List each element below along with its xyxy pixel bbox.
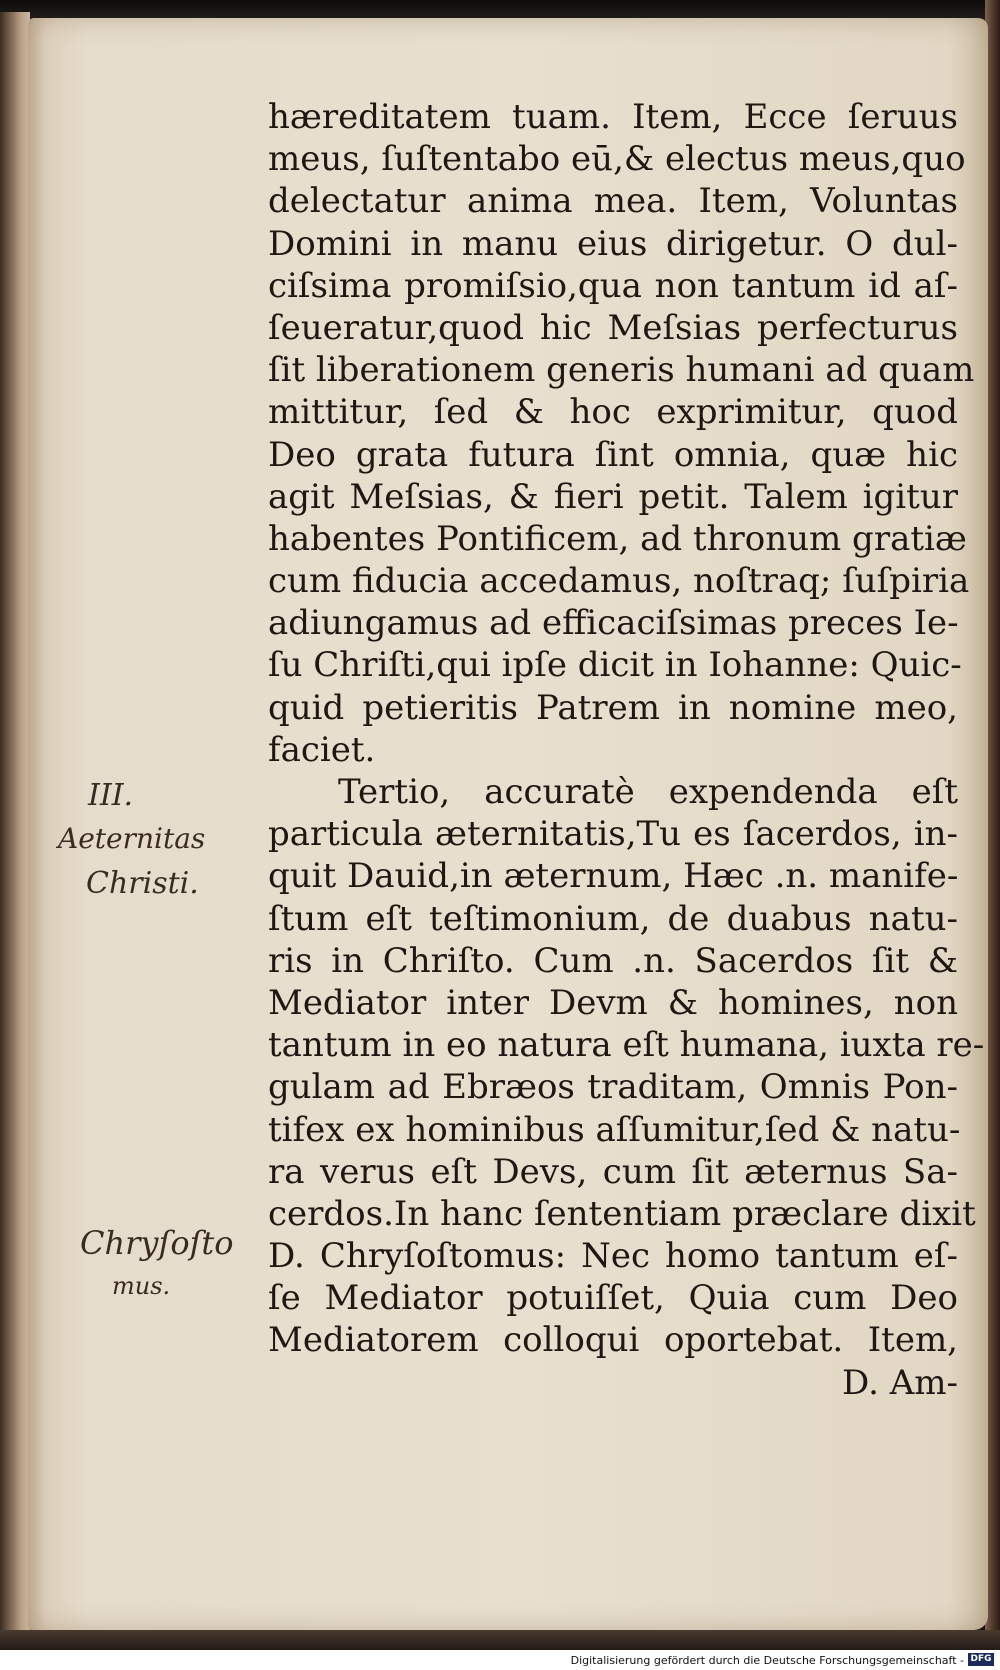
margin-note-number: III. [88, 778, 134, 813]
text-line: delectatur anima mea. Item, Voluntas [268, 181, 958, 222]
text-line: Mediatorem colloqui oportebat. Item, [268, 1320, 958, 1361]
text-line: gulam ad Ebræos traditam, Omnis Pon- [268, 1067, 958, 1108]
text-line: ſtum eſt teſtimonium, de duabus natu- [268, 898, 958, 939]
text-line: ciſsima promiſsio,qua non tantum id aſ- [268, 265, 958, 306]
text-line: ris in Chriſto. Cum .n. Sacerdos ſit & [268, 940, 958, 981]
margin-note-aeternitas: Aeternitas [58, 822, 206, 855]
text-line: hæreditatem tuam. Item, Ecce ſeruus [268, 97, 958, 137]
text-line: quid petieritis Patrem in nomine meo, [268, 687, 958, 728]
text-line: ſe Mediator potuiſſet, Quia cum Deo [268, 1278, 958, 1319]
text-line: mittitur, ſed & hoc exprimitur, quod [268, 392, 958, 433]
text-line: cerdos.In hanc ſententiam præclare dixit [268, 1193, 976, 1234]
text-line: Domini in manu eius dirigetur. O dul- [268, 223, 958, 264]
text-line: particula æternitatis,Tu es ſacerdos, in- [268, 814, 958, 855]
text-line: cum fiducia accedamus, noſtraq; ſuſpiria [268, 561, 970, 602]
paragraph-start-line: Tertio, accuratè expendenda eſt [338, 772, 958, 812]
margin-note-christi: Christi. [86, 866, 199, 901]
text-line: D. Chryſoſtomus: Nec homo tantum eſ- [268, 1236, 958, 1277]
catchword: D. Am- [842, 1362, 958, 1403]
text-line: ſu Chriſti,qui ipſe dicit in Iohanne: Quic- [268, 645, 962, 686]
funding-credit: Digitalisierung gefördert durch die Deutsche Forschungsgemeinschaft - [570, 1654, 964, 1667]
text-line: tifex ex hominibus aſſumitur,ſed & natu- [268, 1109, 961, 1150]
text-line: ſeueratur,quod hic Meſsias perfecturus [268, 307, 958, 348]
margin-note-chrysostomus: Chryſoſto [80, 1224, 234, 1262]
text-line: ra verus eſt Devs, cum ſit æternus Sa- [268, 1151, 958, 1192]
text-line: Deo grata futura ſint omnia, quæ hic [268, 434, 958, 475]
text-line: tantum in eo natura eſt humana, iuxta re- [268, 1025, 985, 1066]
text-line: habentes Pontificem, ad thronum gratiæ [268, 518, 967, 559]
text-line: Mediator inter Devm & homines, non [268, 982, 958, 1023]
text-line: agit Meſsias, & fieri petit. Talem igitur [268, 476, 958, 517]
text-line: faciet. [268, 729, 376, 770]
text-line: ſit liberationem generis humani ad quam [268, 350, 975, 391]
text-line: quit Dauid,in æternum, Hæc .n. manife- [268, 856, 959, 897]
text-line: meus, ſuſtentabo eū,& electus meus,quo [268, 139, 966, 180]
margin-note-mus: mus. [112, 1272, 171, 1300]
book-spine-edge [0, 12, 30, 1644]
dfg-logo: DFG [968, 1653, 994, 1666]
digitization-footer [0, 1650, 1000, 1670]
text-line: adiungamus ad efficaciſsimas preces Ie- [268, 603, 959, 644]
page-body-text [268, 96, 985, 1404]
